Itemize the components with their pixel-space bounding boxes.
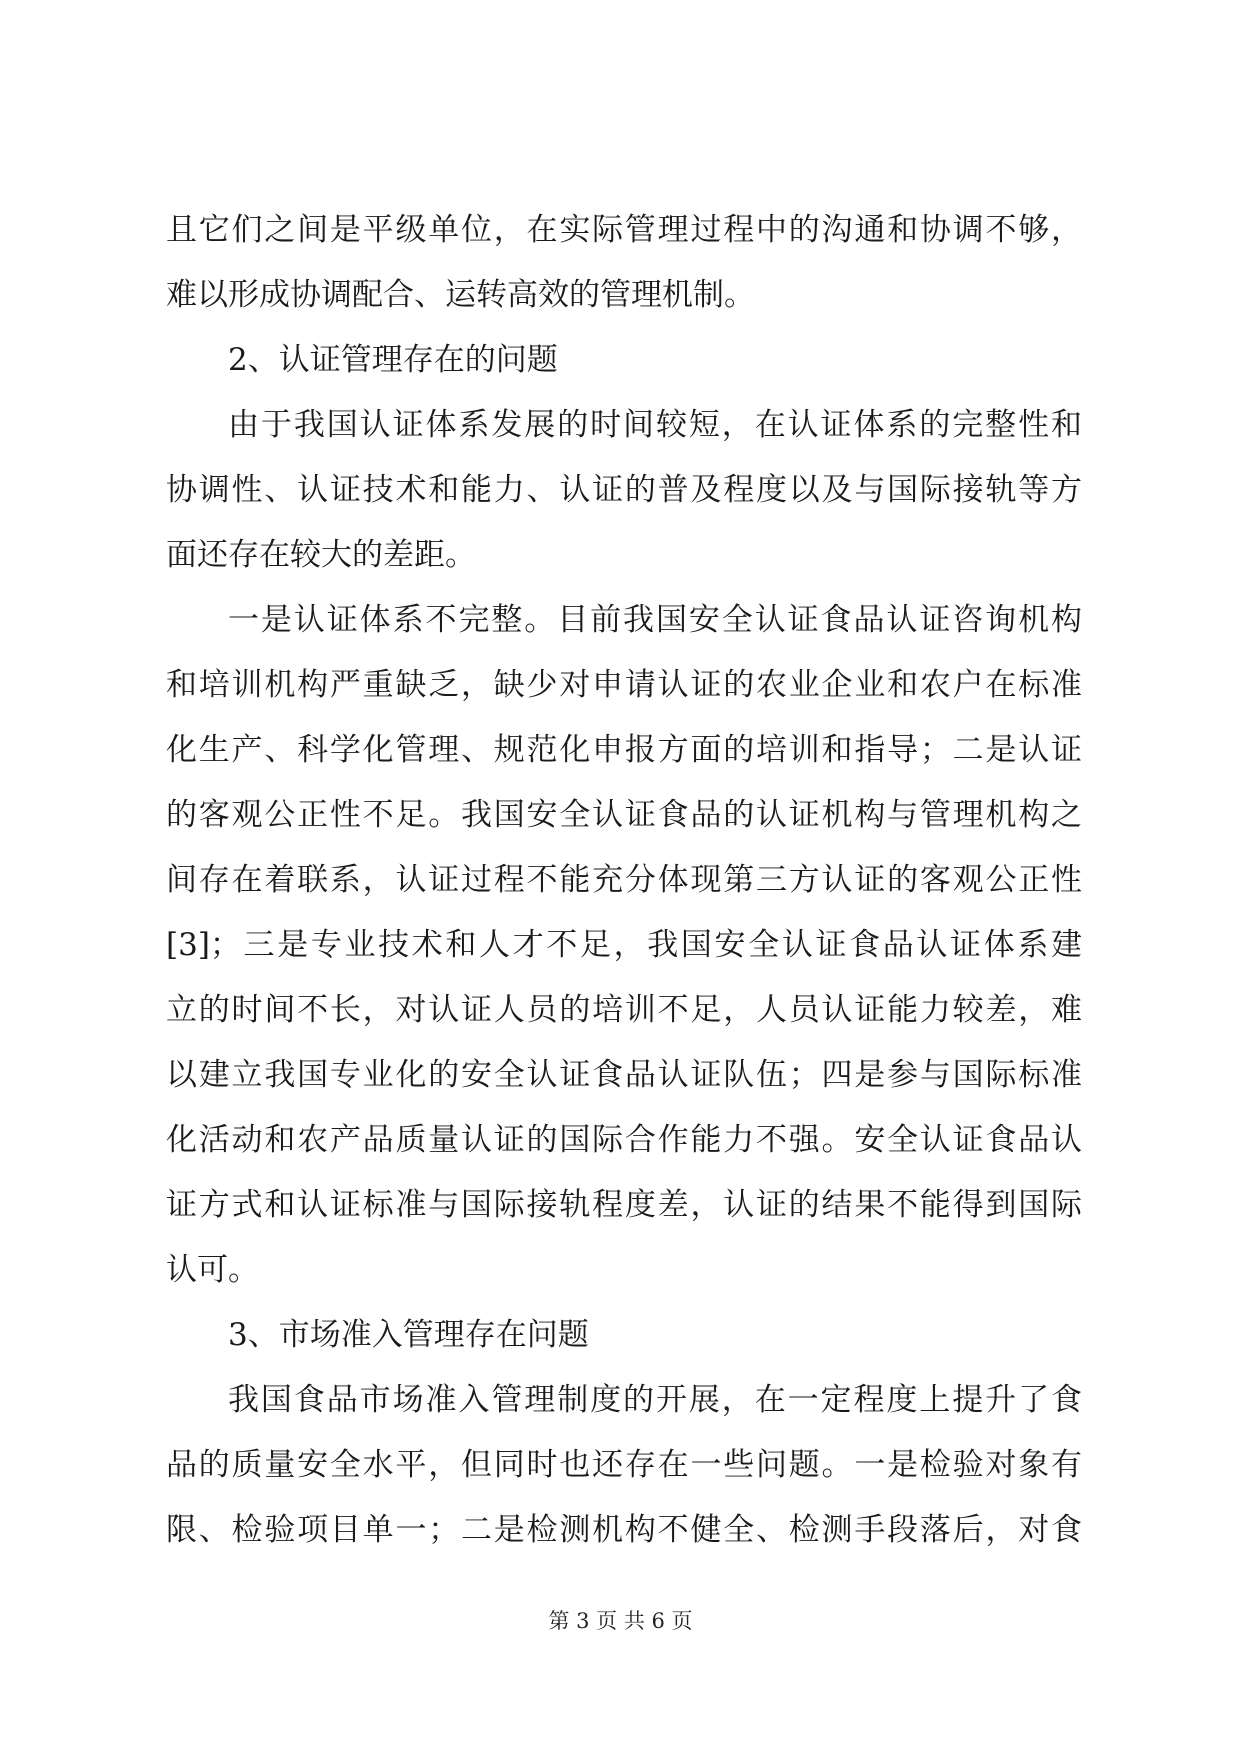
text-line: 且它们之间是平级单位，在实际管理过程中的沟通和协调不够，: [166, 212, 1082, 248]
text-line: 3、市场准入管理存在问题: [228, 1317, 589, 1353]
text-line: 2、认证管理存在的问题: [228, 342, 558, 378]
text-line: 认可。: [166, 1252, 259, 1288]
text-line: 证方式和认证标准与国际接轨程度差，认证的结果不能得到国际: [166, 1187, 1082, 1223]
text-line: 一是认证体系不完整。目前我国安全认证食品认证咨询机构: [228, 602, 1082, 638]
text-line: 难以形成协调配合、运转高效的管理机制。: [166, 277, 755, 313]
text-line: 限、检验项目单一；二是检测机构不健全、检测手段落后，对食: [166, 1512, 1082, 1548]
text-line: 化活动和农产品质量认证的国际合作能力不强。安全认证食品认: [166, 1122, 1082, 1158]
text-line: [3]；三是专业技术和人才不足，我国安全认证食品认证体系建: [166, 927, 1082, 963]
text-line: 的客观公正性不足。我国安全认证食品的认证机构与管理机构之: [166, 797, 1082, 833]
text-line: 面还存在较大的差距。: [166, 537, 476, 573]
page-number-label: 第 3 页 共 6 页: [548, 1609, 693, 1633]
document-body: [166, 198, 1082, 1563]
text-line: 以建立我国专业化的安全认证食品认证队伍；四是参与国际标准: [166, 1057, 1082, 1093]
text-line: 间存在着联系，认证过程不能充分体现第三方认证的客观公正性: [166, 862, 1082, 898]
page-footer: [0, 1606, 1241, 1636]
text-line: 立的时间不长，对认证人员的培训不足，人员认证能力较差，难: [166, 992, 1082, 1028]
text-line: 我国食品市场准入管理制度的开展，在一定程度上提升了食: [228, 1382, 1082, 1418]
text-line: 和培训机构严重缺乏，缺少对申请认证的农业企业和农户在标准: [166, 667, 1082, 703]
text-line: 协调性、认证技术和能力、认证的普及程度以及与国际接轨等方: [166, 472, 1082, 508]
text-line: 化生产、科学化管理、规范化申报方面的培训和指导；二是认证: [166, 732, 1082, 768]
text-line: 由于我国认证体系发展的时间较短，在认证体系的完整性和: [228, 407, 1082, 443]
text-line: 品的质量安全水平，但同时也还存在一些问题。一是检验对象有: [166, 1447, 1082, 1483]
